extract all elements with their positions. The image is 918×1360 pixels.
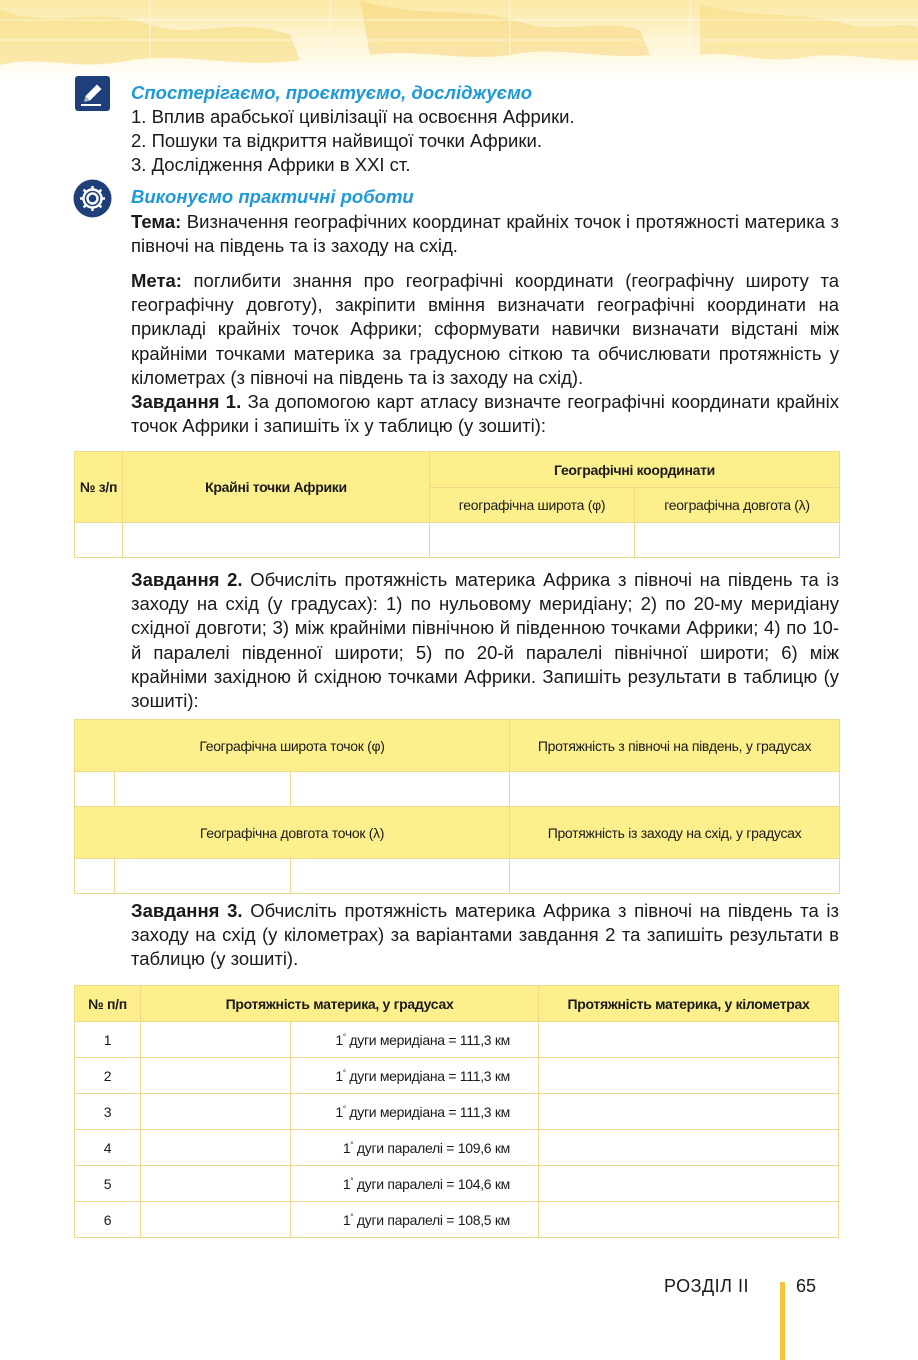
table-cell xyxy=(141,1202,291,1238)
table-row xyxy=(75,1202,839,1238)
conversion-cell: 1° дуги паралелі = 108,5 км xyxy=(291,1202,539,1238)
list-item: 2. Пошуки та відкриття найвищої точки Африки. xyxy=(131,130,542,151)
conversion-cell: 1° дуги меридіана = 111,3 км xyxy=(291,1058,539,1094)
task2-paragraph xyxy=(131,568,839,713)
conversion-cell: 1° дуги паралелі = 109,6 км xyxy=(291,1130,539,1166)
table-cell xyxy=(539,1130,839,1166)
section1-heading: Спостерігаємо, проєктуємо, досліджуємо xyxy=(131,82,533,103)
conversion-cell: 1° дуги меридіана = 111,3 км xyxy=(291,1022,539,1058)
table-row xyxy=(75,1166,839,1202)
table-cell xyxy=(141,1130,291,1166)
lon-header: Географічна довгота точок (λ) xyxy=(75,807,510,859)
topic-text: Визначення географічних координат крайніх точок і протяжності материка з півночі на південь та із заходу на схід. xyxy=(131,211,839,257)
table-cell xyxy=(141,1166,291,1202)
task1-paragraph xyxy=(131,390,839,438)
table-cell xyxy=(75,772,115,807)
row-number: 4 xyxy=(75,1130,141,1166)
gear-icon xyxy=(73,179,112,218)
goal-label: Мета: xyxy=(131,270,182,291)
table-cell xyxy=(115,859,291,894)
ns-header: Протяжність з півночі на південь, у градусах xyxy=(510,720,840,772)
col-deg-header: Протяжність материка, у градусах xyxy=(141,986,539,1022)
table-cell xyxy=(539,1058,839,1094)
table-cell xyxy=(291,859,510,894)
table-cell xyxy=(539,1022,839,1058)
goal-paragraph xyxy=(131,269,839,390)
table-cell xyxy=(510,859,840,894)
table-extreme-points xyxy=(74,451,840,558)
table-cell xyxy=(141,1022,291,1058)
row-number: 3 xyxy=(75,1094,141,1130)
map-banner xyxy=(0,0,918,80)
table-cell xyxy=(115,772,291,807)
conversion-cell: 1° дуги меридіана = 111,3 км xyxy=(291,1094,539,1130)
list-item: 3. Дослідження Африки в XXI ст. xyxy=(131,154,411,175)
col-num-header: № п/п xyxy=(75,986,141,1022)
section2-heading: Виконуємо практичні роботи xyxy=(131,186,414,207)
table-cell xyxy=(635,523,840,558)
table-row xyxy=(75,1130,839,1166)
col-coords-header: Географічні координати xyxy=(430,452,840,488)
row-number: 2 xyxy=(75,1058,141,1094)
table-cell xyxy=(141,1094,291,1130)
table-cell xyxy=(539,1202,839,1238)
table-cell xyxy=(75,859,115,894)
row-number: 1 xyxy=(75,1022,141,1058)
col-num-header: № з/п xyxy=(75,452,123,523)
task3-paragraph xyxy=(131,899,839,972)
table-cell xyxy=(539,1094,839,1130)
task3-label: Завдання 3. xyxy=(131,900,243,921)
row-number: 5 xyxy=(75,1166,141,1202)
table-cell xyxy=(291,772,510,807)
footer-accent-bar xyxy=(780,1282,785,1360)
section-label: РОЗДІЛ ІІ xyxy=(664,1276,749,1296)
task3-text: Обчисліть протяжність материка Африка з півночі на південь та із заходу на схід (у кілометрах) за варіантами завдання 2 та запишіть результати в таблицю (у зошиті). xyxy=(131,900,839,970)
col-lat-header: географічна широта (φ) xyxy=(430,488,635,523)
row-number: 6 xyxy=(75,1202,141,1238)
list-item: 1. Вплив арабської цивілізації на освоєння Африки. xyxy=(131,106,575,127)
lat-header: Географічна широта точок (φ) xyxy=(75,720,510,772)
page-number: 65 xyxy=(796,1276,817,1296)
col-points-header: Крайні точки Африки xyxy=(123,452,430,523)
table-kilometers xyxy=(74,985,839,1238)
table-row xyxy=(75,1022,839,1058)
task2-text: Обчисліть протяжність материка Африка з півночі на південь та із заходу на схід (у градусах): 1) по нульовому меридіану; 2) по 20-му меридіану східної довготи; 3) між крайніми північною й південною точками Африки; 4) по 10-й паралелі південної широти; 5) по 20-й паралелі північної широти; 6) між крайніми західною й східною точками Африки. Запишіть результати в таблицю (у зошиті): xyxy=(131,569,839,712)
col-lon-header: географічна довгота (λ) xyxy=(635,488,840,523)
table-cell xyxy=(539,1166,839,1202)
table-degrees xyxy=(74,719,840,894)
task1-label: Завдання 1. xyxy=(131,391,242,412)
topic-paragraph xyxy=(131,210,839,258)
pencil-icon xyxy=(75,76,110,111)
table-row xyxy=(75,1058,839,1094)
table-cell xyxy=(123,523,430,558)
topic-label: Тема: xyxy=(131,211,182,232)
we-header: Протяжність із заходу на схід, у градусах xyxy=(510,807,840,859)
table-cell xyxy=(510,772,840,807)
goal-text: поглибити знання про географічні координати (географічну широту та географічну довготу), закріпити вміння визначати географічні координати на прикладі крайніх точок Африки; сформувати навички визначати відстані між крайніми точками материка за градусною сіткою та обчислювати протяжність у кілометрах (з півночі на південь та із заходу на схід). xyxy=(131,270,839,388)
table-cell xyxy=(75,523,123,558)
task2-label: Завдання 2. xyxy=(131,569,243,590)
table-cell xyxy=(430,523,635,558)
col-km-header: Протяжність материка, у кілометрах xyxy=(539,986,839,1022)
table-cell xyxy=(141,1058,291,1094)
task1-text: За допомогою карт атласу визначте географічні координати крайніх точок Африки і запишіть їх у таблицю (у зошиті): xyxy=(131,391,839,437)
conversion-cell: 1° дуги паралелі = 104,6 км xyxy=(291,1166,539,1202)
table-row xyxy=(75,1094,839,1130)
